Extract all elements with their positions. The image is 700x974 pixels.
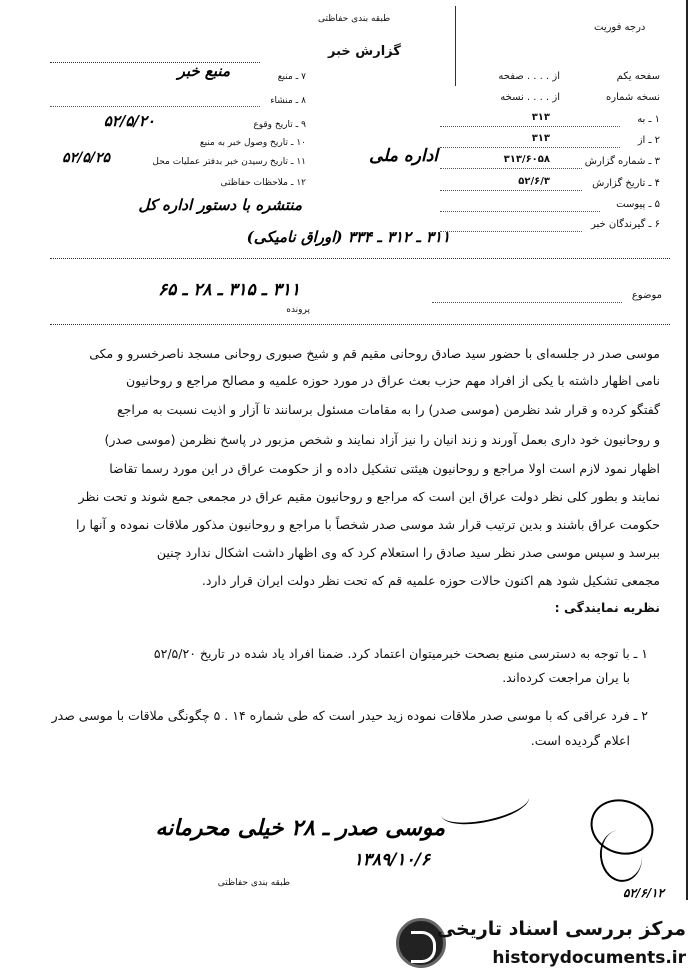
field-to-value: ۳۱۳ xyxy=(531,112,550,123)
body-line: موسی صدر در جلسه‌ای با حضور سید صادق روحانی مقیم قم و شیخ صبوری روحانی مسجد ناصرخسرو و مکی xyxy=(89,346,660,361)
source-label: ۷ ـ منبع xyxy=(277,72,306,82)
subject-handwritten-numbers: ۳۱۱ ـ ۳۱۵ ـ ۲۸ ـ ۶۵ xyxy=(158,280,300,300)
source-value: منبع خبر xyxy=(177,62,230,80)
footer-corner-note: ۵۲/۶/۱۲ xyxy=(623,886,664,900)
assessment-item-2-cont: اعلام گردیده است. xyxy=(530,733,630,748)
attachment-label: ۵ ـ پیوست xyxy=(616,199,660,210)
report-number-label: ۳ ـ شماره گزارش xyxy=(584,156,660,167)
handwritten-distribution: ۳۱۱ ـ ۳۱۲ ـ ۳۳۴ (اوراق نامیکی) xyxy=(246,228,450,246)
field-from-line xyxy=(440,147,620,148)
header-classification: طبقه بندی حفاظتی xyxy=(318,14,391,24)
footer-handwritten-date: ۱۳۸۹/۱۰/۶ xyxy=(353,850,430,870)
archive-logo-title: مرکز بررسی اسناد تاریخی xyxy=(436,918,686,940)
recipients-line xyxy=(440,231,582,232)
recipients-label: ۶ ـ گیرندگان خبر xyxy=(590,219,660,230)
assessment-heading: نظریه نمایندگی : xyxy=(554,600,660,615)
origin-line xyxy=(50,106,260,107)
body-line: گفتگو کرده و قرار شد نظرمن (موسی صدر) را به مقامات مسئول برسانند تا آزار و اذیت نسبت به مراجع xyxy=(116,402,660,417)
assessment-item-1-cont: با یران مراجعت کرده‌اند. xyxy=(502,670,630,685)
handwritten-left-note: منتشره با دستور اداره کل xyxy=(138,196,302,214)
subject-label: موضوع xyxy=(631,290,662,301)
document-title: گزارش خبر xyxy=(328,44,401,59)
event-date-label: ۹ ـ تاریخ وقوع xyxy=(253,120,306,130)
archive-logo-url: historydocuments.ir xyxy=(492,948,686,968)
assessment-item-2: ۲ ـ فرد عراقی که با موسی صدر ملاقات نموده زید حیدر است که طی شماره ۱۴ . ۵ چگونگی ملاقات با موسی صدر xyxy=(51,708,648,723)
report-date-value: ۵۲/۶/۳ xyxy=(518,176,550,187)
security-notes-label: ۱۲ ـ ملاحظات حفاظتی xyxy=(220,178,306,188)
origin-label: ۸ ـ منشاء xyxy=(270,96,306,106)
archive-logo xyxy=(390,912,700,974)
field-from-label: ۲ ـ از xyxy=(637,135,660,146)
receipt-date-label: ۱۰ ـ تاریخ وصول خبر به منبع xyxy=(199,138,306,148)
subject-rule-bottom xyxy=(50,324,670,325)
handwritten-top-note: اداره ملی xyxy=(369,146,438,166)
arrival-date-label: ۱۱ ـ تاریخ رسیدن خبر بدفتر عملیات محل xyxy=(152,157,306,167)
page-number-extra: از . . . . صفحه xyxy=(498,71,560,82)
page-number-label: سفحه یکم xyxy=(616,71,660,82)
body-line: حکومت عراق باشند و بدین ترتیب قرار شد موسی صدر شخصاً با مراجع و روحانیون مذکور ملاقات نموده و آنها را xyxy=(75,517,660,532)
report-number-line xyxy=(440,168,582,169)
signature-stroke xyxy=(438,781,533,831)
priority-label: درجه فوریت xyxy=(594,22,646,33)
body-line: ببرسد و سپس موسی صدر نظر سید صادق را استعلام کرد که وی اظهار داشت اشکال ندارد چنین xyxy=(156,545,660,560)
arrival-date-value: ۵۲/۵/۲۵ xyxy=(62,150,110,166)
footer-classification: طبقه بندی حفاظتی xyxy=(217,878,290,888)
subject-line xyxy=(432,302,622,303)
copy-number-extra: از . . . . نسخه xyxy=(500,92,560,103)
field-to-label: ۱ ـ به xyxy=(637,114,660,125)
report-date-label: ۴ ـ تاریخ گزارش xyxy=(592,178,660,189)
header-vertical-rule xyxy=(455,6,456,86)
body-line: نمایند و بطور کلی نظر دولت عراق این است که مراجع و روحانیون مقیم عراق در مجمعی جمع شوند و تحت نظر xyxy=(78,489,660,504)
subject-rule-top xyxy=(50,258,670,259)
scan-edge xyxy=(686,0,688,900)
body-line: و روحانیون خود داری بعمل آورند و زند انیان را نیز آزاد نمایند و شخص مزبور در پاسخ نظرمن (موسی صدر) xyxy=(104,432,660,447)
body-line: نامی اظهار داشته با یکی از افراد مهم حزب بعث عراق در مورد حوزه علمیه و مصالح مراجع و روحانیون xyxy=(125,373,660,388)
event-date-value: ۵۲/۵/۲۰ xyxy=(103,112,155,130)
assessment-item-1: ۱ ـ با توجه به دسترسی منبع بصحت خبرمیتوان اعتماد کرد. ضمنا افراد یاد شده در تاریخ ۵۲/۵/۲۰ xyxy=(153,646,648,661)
field-from-value: ۳۱۳ xyxy=(531,133,550,144)
copy-number-label: نسخه شماره xyxy=(606,92,660,103)
body-line: مجمعی تشکیل شود هم اکنون حالات حوزه علمیه قم که تحت نظر دولت ایران قرار دارد. xyxy=(201,573,660,588)
footer-handwritten-note: موسی صدر ـ ۲۸ خیلی محرمانه xyxy=(155,815,445,841)
field-to-line xyxy=(440,126,620,127)
body-line: اظهار نمود لازم است اولا مراجع و روحانیون هیئتی تشکیل داده و از حکومت عراق در این مورد رسما تقاضا xyxy=(109,461,660,476)
report-date-line xyxy=(440,190,582,191)
attachment-line xyxy=(440,211,600,212)
report-number-value: ۳۱۳/۶۰۵۸ xyxy=(503,154,550,165)
subject-file-prefix: پرونده xyxy=(286,305,310,315)
